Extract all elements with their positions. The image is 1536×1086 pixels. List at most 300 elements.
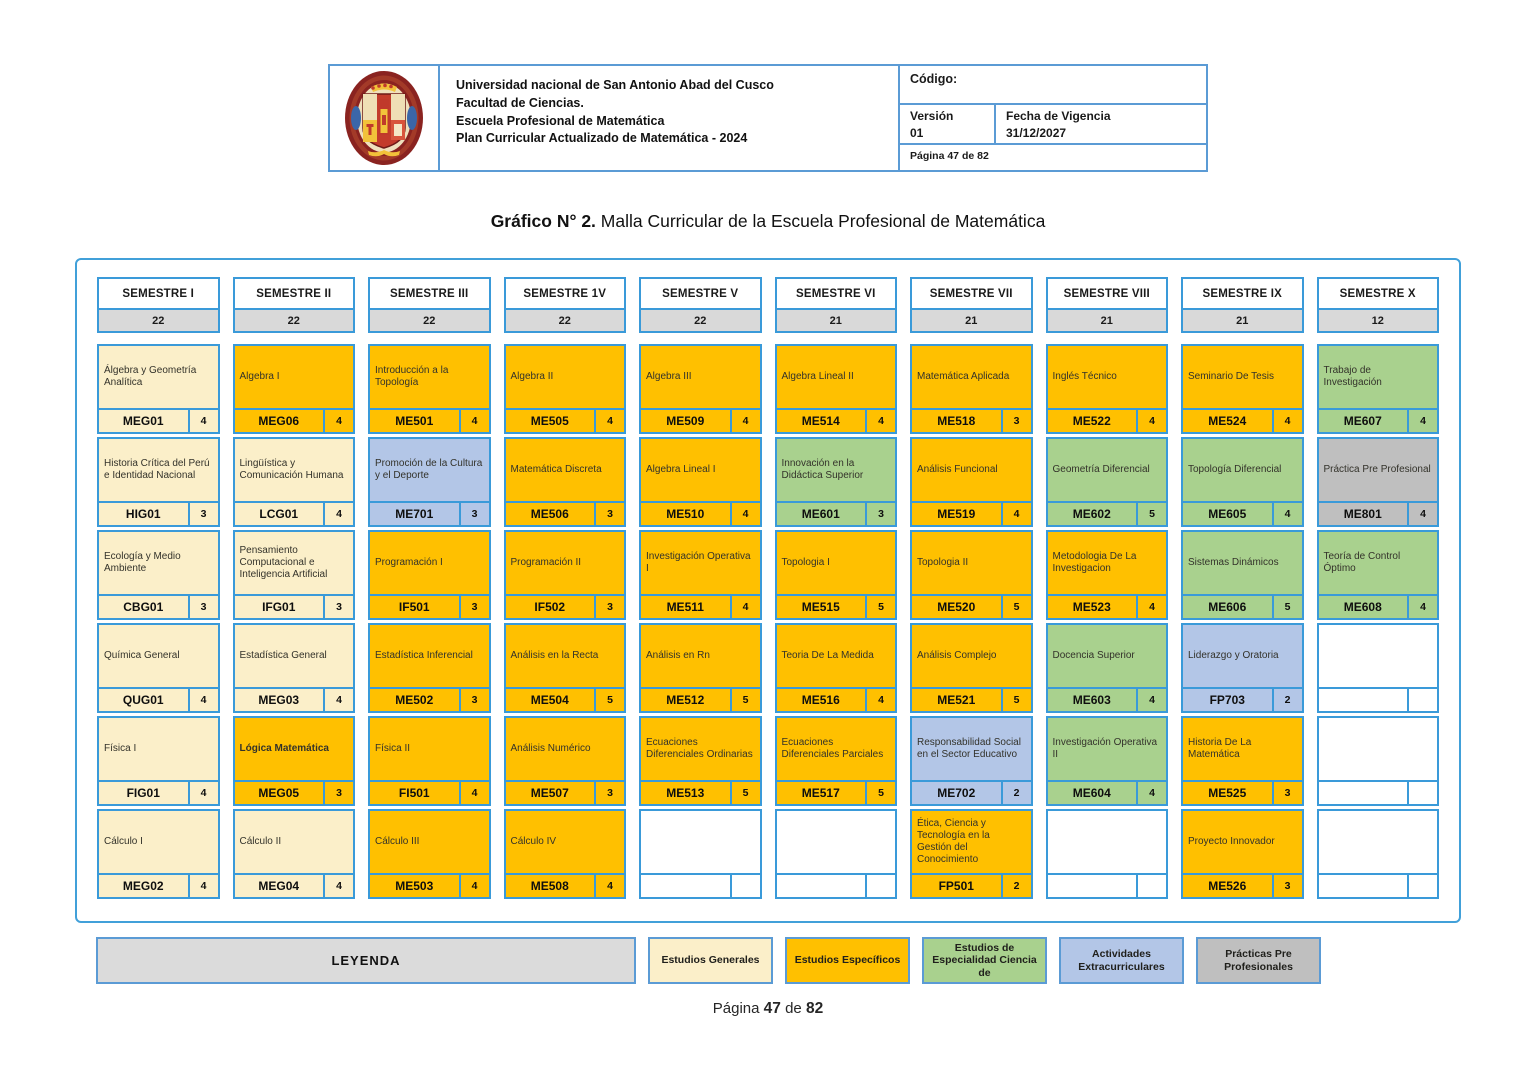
course-name: Proyecto Innovador [1188, 836, 1275, 848]
course-card [504, 716, 627, 806]
course-footer [506, 687, 625, 711]
course-card [1046, 530, 1169, 620]
page-footer [0, 1000, 1536, 1018]
course-code: ME508 [506, 875, 597, 897]
course-footer [235, 501, 354, 525]
course-card [639, 437, 762, 527]
semester-column [368, 277, 491, 907]
course-card [97, 530, 220, 620]
course-card [1181, 437, 1304, 527]
course-card [368, 623, 491, 713]
course-credits: 4 [471, 415, 478, 427]
course-name: Estadística General [239, 650, 327, 662]
course-footer [1048, 780, 1167, 804]
course-credits: 4 [607, 415, 613, 427]
course-footer [1048, 501, 1167, 525]
semester-title: SEMESTRE III [390, 287, 469, 300]
course-card [233, 809, 356, 899]
course-code [641, 875, 732, 897]
course-list [910, 344, 1033, 899]
semester-total-credits: 22 [235, 308, 354, 331]
course-code: MEG04 [235, 875, 326, 897]
course-card [368, 809, 491, 899]
course-name: Programación II [510, 557, 582, 569]
course-code: CBG01 [99, 596, 190, 618]
course-credits [1409, 875, 1437, 897]
course-credits: 3 [471, 601, 478, 613]
course-footer [641, 594, 760, 618]
semester-column [504, 277, 627, 907]
course-footer [641, 408, 760, 432]
course-code: FP703 [1183, 689, 1274, 711]
course-card [233, 623, 356, 713]
empty-course-card [1046, 809, 1169, 899]
footer-word: de [785, 1000, 802, 1017]
course-code: ME605 [1183, 503, 1274, 525]
course-footer [506, 873, 625, 897]
course-credits: 4 [336, 880, 342, 892]
course-footer [1183, 501, 1302, 525]
course-credits [732, 875, 760, 897]
course-footer [1319, 687, 1438, 711]
course-card [910, 623, 1033, 713]
course-name: Algebra Lineal I [646, 464, 716, 476]
curriculum-grid-frame [75, 258, 1461, 923]
course-name: Historia De La Matemática [1188, 737, 1252, 760]
course-footer [1183, 594, 1302, 618]
course-code: ME521 [912, 689, 1003, 711]
course-credits: 4 [1420, 415, 1426, 427]
course-credits: 5 [1284, 601, 1291, 613]
course-name: Ecuaciones Diferenciales Parciales [781, 737, 884, 760]
course-card [504, 437, 627, 527]
course-name: Introducción a la Topología [375, 365, 449, 388]
course-name: Física I [104, 743, 137, 755]
course-credits: 4 [1149, 787, 1155, 799]
course-footer [99, 501, 218, 525]
course-code: ME506 [506, 503, 597, 525]
course-code: ME522 [1048, 410, 1139, 432]
course-name [641, 811, 760, 873]
course-credits: 4 [1284, 508, 1291, 520]
vigencia-value: 31/12/2027 [1006, 125, 1067, 140]
semester-title: SEMESTRE V [662, 287, 739, 300]
course-card [775, 716, 898, 806]
course-credits: 5 [878, 787, 884, 799]
institution-line: Facultad de Ciencias. [456, 95, 584, 110]
course-name: Innovación en la Didáctica Superior [781, 458, 864, 481]
course-code: IF502 [506, 596, 597, 618]
course-credits: 4 [200, 415, 207, 427]
course-card [1317, 437, 1440, 527]
course-code [777, 875, 868, 897]
course-footer [235, 408, 354, 432]
course-card [97, 623, 220, 713]
course-footer [641, 873, 760, 897]
course-footer [99, 873, 218, 897]
semester-header [775, 277, 898, 333]
course-footer [777, 873, 896, 897]
course-footer [99, 408, 218, 432]
course-footer [1183, 780, 1302, 804]
course-code: ME502 [370, 689, 461, 711]
course-footer [235, 873, 354, 897]
course-name: Sistemas Dinámicos [1188, 557, 1279, 569]
course-code [1319, 689, 1410, 711]
course-card [233, 530, 356, 620]
course-footer [1183, 408, 1302, 432]
legend-item: Estudios de Especialidad Ciencia de [922, 937, 1047, 984]
vigencia-cell [996, 105, 1206, 143]
course-credits: 4 [742, 508, 749, 520]
semester-total-credits: 21 [1183, 308, 1302, 331]
vigencia-label: Fecha de Vigencia [1006, 109, 1111, 123]
semester-header [233, 277, 356, 333]
course-footer [1048, 594, 1167, 618]
course-footer [370, 408, 489, 432]
legend-item: Estudios Generales [648, 937, 773, 984]
course-code: ME607 [1319, 410, 1410, 432]
semester-column [775, 277, 898, 907]
course-code: QUG01 [99, 689, 190, 711]
course-list [504, 344, 627, 899]
course-code: IFG01 [235, 596, 326, 618]
course-credits: 4 [336, 508, 342, 520]
course-credits: 4 [878, 415, 884, 427]
course-name: Algebra Lineal II [781, 371, 854, 383]
course-card [910, 716, 1033, 806]
course-credits: 4 [336, 694, 342, 706]
course-credits: 3 [607, 601, 613, 613]
course-name: Matemática Aplicada [917, 371, 1010, 383]
semester-column [1046, 277, 1169, 907]
course-code: MEG03 [235, 689, 326, 711]
course-credits [1409, 782, 1437, 804]
course-name [1319, 718, 1438, 780]
course-code: HIG01 [99, 503, 190, 525]
course-list [233, 344, 356, 899]
course-card [97, 716, 220, 806]
course-credits: 4 [1013, 508, 1020, 520]
course-credits [1138, 875, 1166, 897]
figure-caption [0, 211, 1536, 232]
semester-header [504, 277, 627, 333]
course-footer [1319, 501, 1438, 525]
course-code: ME505 [506, 410, 597, 432]
course-credits [867, 875, 895, 897]
semester-header [1317, 277, 1440, 333]
course-name: Metodologia De La Investigacion [1052, 551, 1137, 574]
course-footer [1048, 873, 1167, 897]
course-code: MEG05 [235, 782, 326, 804]
semester-title: SEMESTRE VI [795, 287, 876, 300]
course-credits: 3 [336, 601, 342, 613]
legend-item: Prácticas Pre Profesionales [1196, 937, 1321, 984]
semester-column [910, 277, 1033, 907]
semester-total-credits: 21 [777, 308, 896, 331]
semester-header [639, 277, 762, 333]
course-code: ME602 [1048, 503, 1139, 525]
empty-course-card [1317, 809, 1440, 899]
course-card [1181, 716, 1304, 806]
course-footer [1319, 780, 1438, 804]
semester-column [1181, 277, 1304, 907]
course-card [368, 716, 491, 806]
course-code [1319, 782, 1410, 804]
course-credits: 5 [1013, 601, 1020, 613]
course-credits: 3 [607, 508, 613, 520]
semester-title: SEMESTRE IX [1202, 287, 1283, 300]
university-crest-logo [343, 69, 425, 167]
course-code: ME524 [1183, 410, 1274, 432]
course-credits: 3 [200, 601, 207, 613]
course-code: FIG01 [99, 782, 190, 804]
course-credits: 2 [1013, 787, 1020, 799]
logo-cell [330, 66, 440, 170]
footer-total-pages: 82 [805, 1000, 824, 1017]
course-card [910, 437, 1033, 527]
course-footer [1183, 687, 1302, 711]
course-card [97, 344, 220, 434]
course-credits: 4 [878, 694, 884, 706]
course-name: Algebra III [646, 371, 692, 383]
course-credits: 4 [607, 880, 613, 892]
course-name: Liderazgo y Oratoria [1188, 650, 1279, 662]
course-card [1181, 623, 1304, 713]
course-name: Topologia I [781, 557, 830, 569]
course-code: ME604 [1048, 782, 1139, 804]
course-credits: 5 [742, 694, 749, 706]
course-name: Topología Diferencial [1188, 464, 1282, 476]
semester-header [97, 277, 220, 333]
course-code: ME512 [641, 689, 732, 711]
semester-column [639, 277, 762, 907]
course-list [639, 344, 762, 899]
course-credits: 5 [1013, 694, 1020, 706]
course-name [1319, 811, 1438, 873]
course-code [1319, 875, 1410, 897]
course-footer [912, 687, 1031, 711]
course-name: Física II [375, 743, 411, 755]
course-card [910, 809, 1033, 899]
course-code: ME801 [1319, 503, 1410, 525]
course-name: Práctica Pre Profesional [1323, 464, 1431, 476]
course-name: Lógica Matemática [239, 743, 329, 755]
course-code: ME516 [777, 689, 868, 711]
course-code: ME603 [1048, 689, 1139, 711]
course-name: Investigación Operativa I [646, 551, 751, 574]
course-name: Docencia Superior [1052, 650, 1135, 662]
document-meta [898, 66, 1206, 170]
course-code: ME608 [1319, 596, 1410, 618]
course-name: Ética, Ciencia y Tecnología en la Gestión del Conocimiento [917, 818, 990, 865]
course-code: IF501 [370, 596, 461, 618]
course-card [233, 716, 356, 806]
course-footer [1048, 687, 1167, 711]
course-credits: 4 [1284, 415, 1291, 427]
semester-total-credits: 21 [1048, 308, 1167, 331]
course-name: Cálculo I [104, 836, 143, 848]
course-name: Teoría de Control Óptimo [1323, 551, 1401, 574]
course-code: ME525 [1183, 782, 1274, 804]
course-code: ME526 [1183, 875, 1274, 897]
course-name [1048, 811, 1167, 873]
version-row [900, 105, 1206, 145]
course-list [97, 344, 220, 899]
course-footer [912, 780, 1031, 804]
course-credits: 4 [471, 880, 478, 892]
course-code: LCG01 [235, 503, 326, 525]
semester-title: SEMESTRE VIII [1063, 287, 1150, 300]
course-card [504, 344, 627, 434]
course-footer [1319, 408, 1438, 432]
course-code: ME518 [912, 410, 1003, 432]
course-card [504, 623, 627, 713]
course-credits: 3 [471, 508, 478, 520]
course-credits: 5 [878, 601, 884, 613]
course-credits: 5 [742, 787, 749, 799]
course-list [775, 344, 898, 899]
semester-total-credits: 22 [641, 308, 760, 331]
course-code: MEG01 [99, 410, 190, 432]
course-footer [912, 408, 1031, 432]
course-footer [506, 501, 625, 525]
course-name: Lingüística y Comunicación Humana [239, 458, 344, 481]
course-name: Álgebra y Geometría Analítica [104, 365, 197, 388]
course-card [1317, 344, 1440, 434]
empty-course-card [1317, 623, 1440, 713]
course-card [1317, 530, 1440, 620]
course-code: ME601 [777, 503, 868, 525]
course-card [775, 344, 898, 434]
course-footer [235, 594, 354, 618]
course-name: Topologia II [917, 557, 969, 569]
course-footer [99, 780, 218, 804]
course-name: Trabajo de Investigación [1323, 365, 1382, 388]
course-credits: 3 [1284, 880, 1291, 892]
institution-line: Escuela Profesional de Matemática [456, 113, 665, 128]
course-list [1046, 344, 1169, 899]
course-name: Pensamiento Computacional e Inteligencia Artificial [239, 545, 328, 580]
course-footer [99, 594, 218, 618]
course-footer [1183, 873, 1302, 897]
course-name: Ecuaciones Diferenciales Ordinarias [646, 737, 753, 760]
course-name: Matemática Discreta [510, 464, 602, 476]
course-footer [777, 594, 896, 618]
semester-column [97, 277, 220, 907]
course-code: ME511 [641, 596, 732, 618]
course-card [775, 437, 898, 527]
course-credits: 3 [336, 787, 342, 799]
course-code: ME509 [641, 410, 732, 432]
course-card [233, 344, 356, 434]
course-footer [235, 780, 354, 804]
course-card [1181, 530, 1304, 620]
course-code: ME519 [912, 503, 1003, 525]
course-code: ME523 [1048, 596, 1139, 618]
course-card [775, 530, 898, 620]
semester-total-credits: 22 [99, 308, 218, 331]
course-name: Promoción de la Cultura y el Deporte [375, 458, 483, 481]
course-credits: 4 [1149, 415, 1155, 427]
semester-total-credits: 22 [506, 308, 625, 331]
course-footer [641, 687, 760, 711]
course-card [910, 344, 1033, 434]
course-name: Estadística Inferencial [375, 650, 473, 662]
figure-caption-text: Malla Curricular de la Escuela Profesional de Matemática [600, 211, 1046, 231]
course-card [368, 437, 491, 527]
legend [96, 937, 1321, 984]
course-name: Seminario De Tesis [1188, 371, 1274, 383]
course-code [1048, 875, 1139, 897]
course-footer [370, 594, 489, 618]
empty-course-card [775, 809, 898, 899]
version-cell [900, 105, 996, 143]
semester-header [368, 277, 491, 333]
course-name [1319, 625, 1438, 687]
course-footer [370, 780, 489, 804]
course-name: Cálculo III [375, 836, 420, 848]
course-code: ME520 [912, 596, 1003, 618]
course-card [97, 809, 220, 899]
course-footer [912, 873, 1031, 897]
empty-course-card [1317, 716, 1440, 806]
course-footer [912, 501, 1031, 525]
empty-course-card [639, 809, 762, 899]
course-footer [777, 501, 896, 525]
course-footer [370, 501, 489, 525]
course-card [368, 530, 491, 620]
course-footer [506, 594, 625, 618]
version-value: 01 [910, 125, 924, 140]
course-code: FP501 [912, 875, 1003, 897]
course-list [1181, 344, 1304, 899]
course-name: Cálculo IV [510, 836, 557, 848]
course-credits: 2 [1284, 694, 1291, 706]
course-credits: 3 [607, 787, 613, 799]
course-name: Ecología y Medio Ambiente [104, 551, 181, 574]
course-name: Investigación Operativa II [1052, 737, 1158, 760]
course-code: ME701 [370, 503, 461, 525]
course-credits: 2 [1013, 880, 1020, 892]
course-code: ME513 [641, 782, 732, 804]
document-header-table [328, 64, 1208, 172]
course-credits: 4 [200, 694, 207, 706]
course-footer [641, 501, 760, 525]
course-credits: 3 [878, 508, 884, 520]
course-card [1181, 344, 1304, 434]
course-name: Historia Crítica del Perú e Identidad Nacional [104, 458, 210, 481]
figure-caption-prefix: Gráfico N° 2. [490, 211, 596, 231]
course-footer [1319, 594, 1438, 618]
course-footer [506, 780, 625, 804]
course-footer [370, 873, 489, 897]
institution-line: Plan Curricular Actualizado de Matemática - 2024 [456, 131, 748, 146]
version-label: Versión [910, 109, 954, 123]
course-code: ME514 [777, 410, 868, 432]
course-credits: 3 [471, 694, 478, 706]
course-name: Responsabilidad Social en el Sector Educativo [917, 737, 1021, 760]
course-name: Algebra I [239, 371, 280, 383]
semester-total-credits: 21 [912, 308, 1031, 331]
course-credits: 4 [1149, 694, 1155, 706]
footer-page-number: 47 [763, 1000, 781, 1017]
course-name: Análisis Funcional [917, 464, 998, 476]
course-name: Geometría Diferencial [1052, 464, 1150, 476]
course-card [910, 530, 1033, 620]
course-name: Teoria De La Medida [781, 650, 874, 662]
semester-header [1046, 277, 1169, 333]
